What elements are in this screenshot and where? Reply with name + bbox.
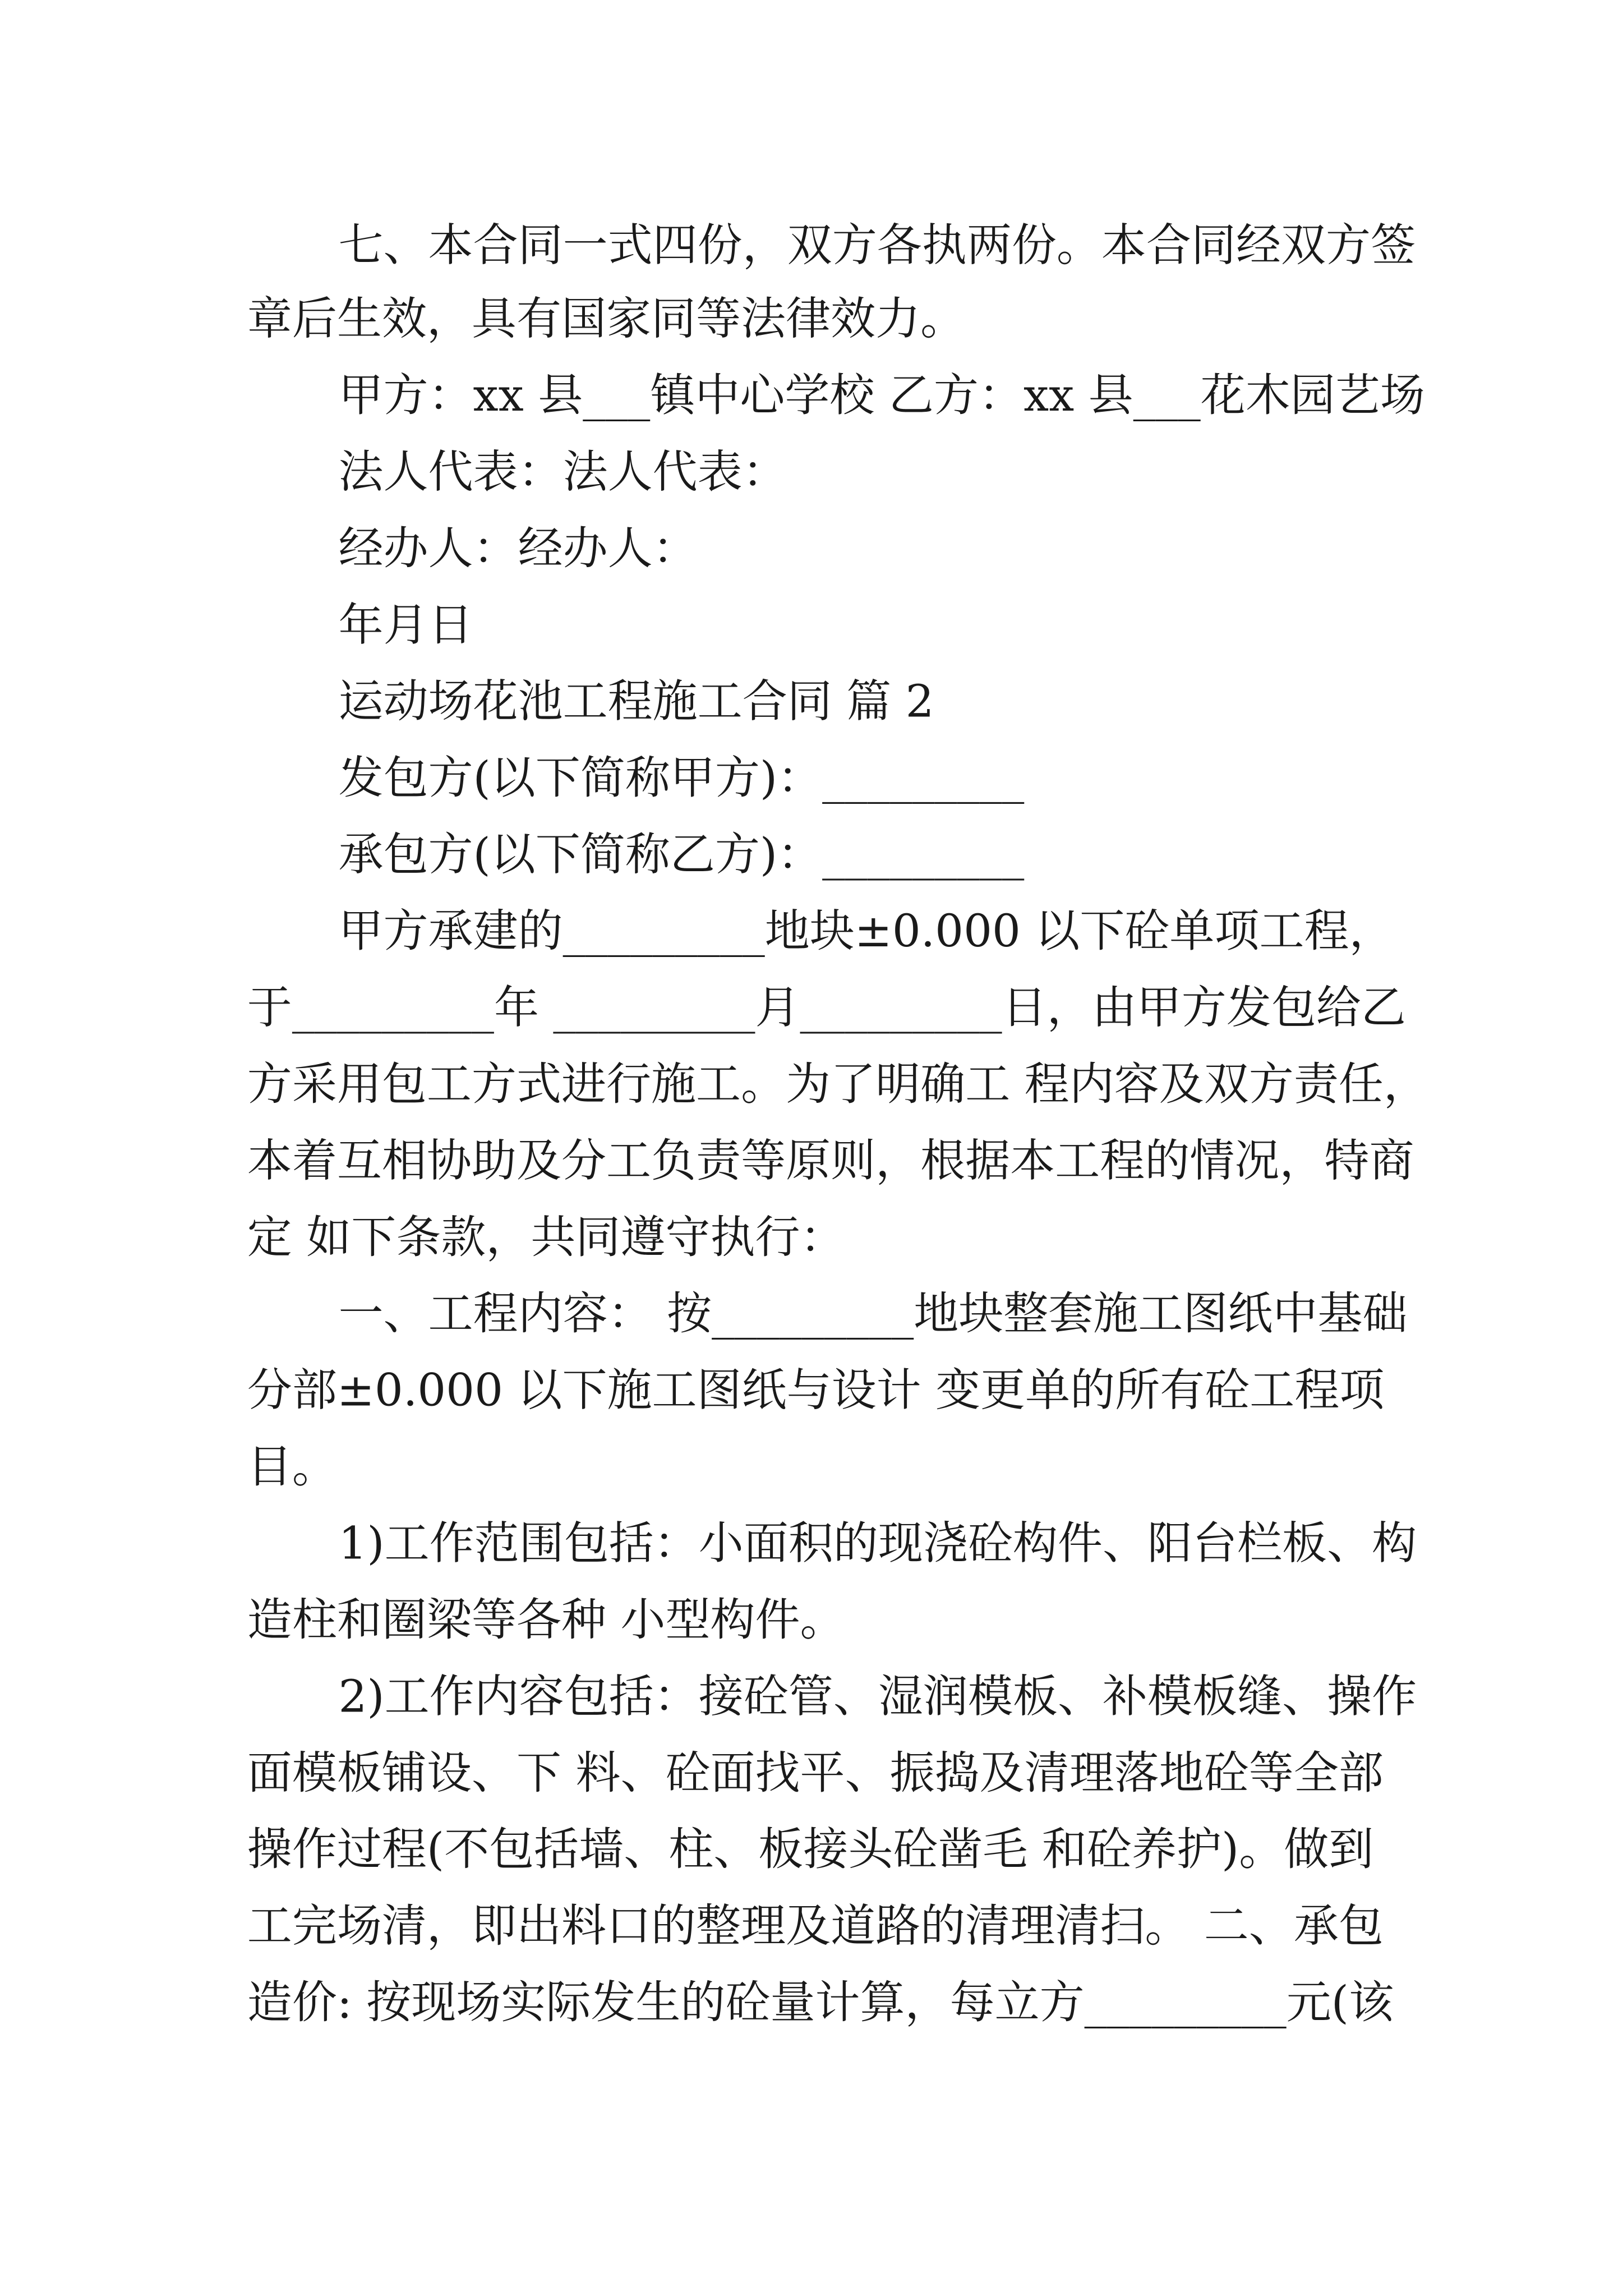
text-line-24: 造价: 按现场实际发生的砼量计算，每立方_________元(该 <box>247 1978 1394 2030</box>
text-line-1: 七、本合同一式四份，双方各执两份。本合同经双方签 <box>338 220 1416 273</box>
text-line-4: 法人代表：法人代表： <box>338 447 787 499</box>
text-line-6: 年月日 <box>338 600 473 652</box>
text-line-19: 造柱和圈梁等各种 小型构件。 <box>247 1595 845 1647</box>
text-line-15: 一、工程内容： 按_________地块整套施工图纸中基础 <box>338 1289 1408 1341</box>
text-line-5: 经办人：经办人： <box>338 524 698 576</box>
text-line-2: 章后生效，具有国家同等法律效力。 <box>247 294 966 346</box>
text-line-13: 本着互相协助及分工负责等原则，根据本工程的情况，特商 <box>247 1136 1414 1188</box>
text-line-21: 面模板铺设、下 料、砼面找平、振捣及清理落地砼等全部 <box>247 1748 1384 1800</box>
text-line-20: 2)工作内容包括：接砼管、湿润模板、补模板缝、操作 <box>338 1672 1417 1724</box>
text-line-17: 目。 <box>247 1442 337 1494</box>
text-line-14: 定 如下条款，共同遵守执行： <box>247 1212 845 1264</box>
text-line-12: 方采用包工方式进行施工。为了明确工 程内容及双方责任， <box>247 1060 1428 1111</box>
text-line-18: 1)工作范围包括：小面积的现浇砼构件、阳台栏板、构 <box>338 1519 1417 1571</box>
section-title: 运动场花池工程施工合同 篇 2 <box>338 677 934 729</box>
text-line-3: 甲方：xx 县___镇中心学校 乙方：xx 县___花木园艺场 <box>338 371 1425 423</box>
text-line-9: 承包方(以下简称乙方)：_________ <box>338 830 1025 882</box>
text-line-22: 操作过程(不包括墙、柱、板接头砼凿毛 和砼养护)。做到 <box>247 1825 1374 1877</box>
text-line-8: 发包方(以下简称甲方)：_________ <box>338 753 1025 806</box>
text-line-11: 于_________年 _________月_________日，由甲方发包给乙 <box>247 983 1406 1035</box>
text-line-16: 分部±0.000 以下施工图纸与设计 变更单的所有砼工程项 <box>247 1365 1385 1418</box>
text-line-23: 工完场清，即出料口的整理及道路的清理清扫。 二、承包 <box>247 1901 1384 1953</box>
text-line-10: 甲方承建的_________地块±0.000 以下砼单项工程， <box>338 907 1394 959</box>
